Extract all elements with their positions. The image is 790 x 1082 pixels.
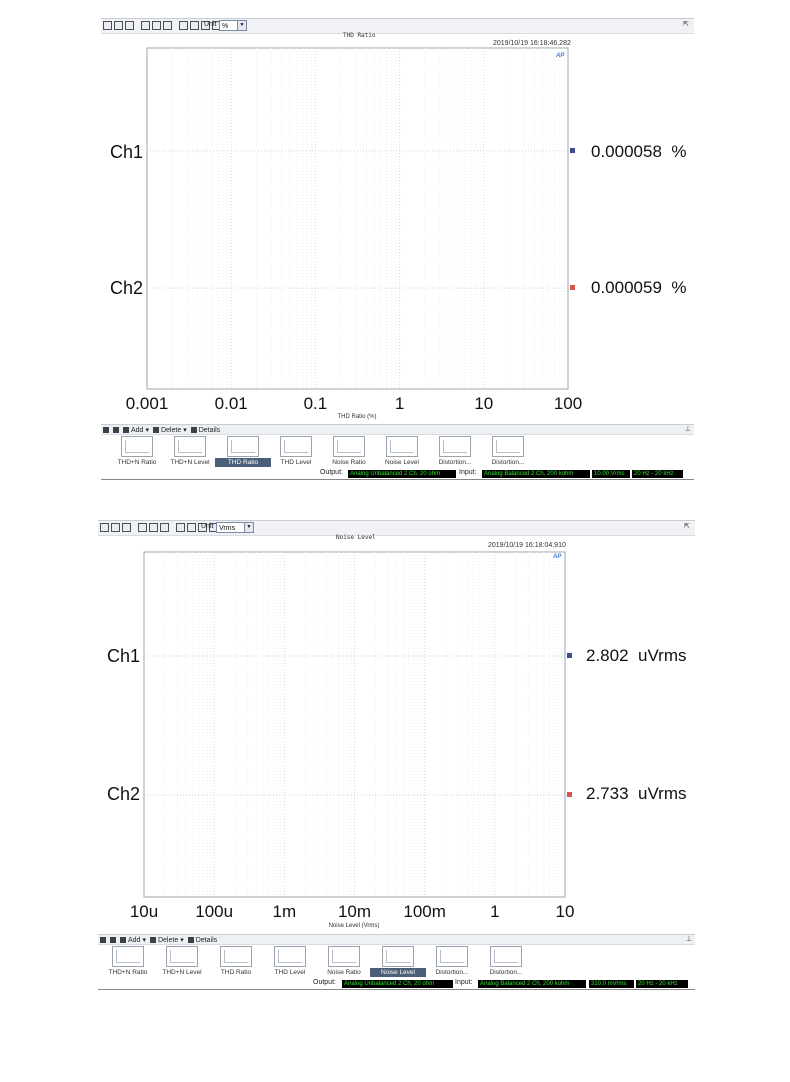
thumbnail-preview	[280, 436, 312, 457]
monitor-bar	[101, 424, 694, 435]
nav-next-icon[interactable]	[110, 937, 116, 943]
thumbnail-label: Distortion...	[435, 969, 469, 976]
thumbnail-label: THD Ratio	[215, 458, 271, 467]
chevron-down-icon[interactable]: ▼	[237, 21, 246, 30]
thumbnail-preview	[274, 946, 306, 967]
readout-ch2-unit: uVrms	[638, 784, 687, 803]
meter-bar-plot	[98, 520, 695, 991]
x-tick-label: 100u	[195, 902, 234, 921]
x-tick-label: 1	[490, 902, 500, 921]
x-axis-title: Noise Level (Vrms)	[328, 923, 380, 929]
delete-label: Delete	[160, 426, 182, 434]
x-tick-label: 10m	[337, 902, 372, 921]
nav-prev-icon[interactable]	[100, 937, 106, 943]
readout-ch1-value: 2.802	[586, 646, 629, 665]
thumbnail-label: Noise Ratio	[332, 459, 366, 466]
result-thumbnail[interactable]	[484, 436, 532, 470]
pin-icon[interactable]: ⊥	[685, 936, 692, 943]
readout-ch1	[591, 142, 686, 162]
graph-title: THD Ratio	[343, 32, 376, 39]
noise-level-meter-panel	[98, 520, 695, 991]
result-thumbnail[interactable]	[113, 436, 161, 470]
thumbnail-preview	[436, 946, 468, 967]
readout-ch1	[586, 646, 687, 666]
channel-label-ch2: Ch2	[110, 278, 144, 298]
thumbnail-preview	[166, 946, 198, 967]
thumbnail-label: THD Level	[280, 459, 312, 466]
result-thumbnail[interactable]	[272, 436, 320, 470]
x-tick-label: 0.01	[214, 394, 248, 413]
thd-ratio-meter-panel	[101, 18, 694, 481]
details-button[interactable]	[188, 937, 217, 944]
readout-ch2	[586, 784, 687, 804]
expand-icon[interactable]: ⇱	[683, 21, 689, 28]
x-tick-label: 10u	[129, 902, 159, 921]
input-label: Input:	[455, 979, 473, 986]
x-tick-label: 100	[553, 394, 583, 413]
x-tick-label: 0.001	[125, 394, 169, 413]
x-tick-label: 1m	[272, 902, 297, 921]
thumbnail-preview	[174, 436, 206, 457]
unit-label: Unit	[204, 21, 217, 28]
thumbnail-label: Distortion...	[489, 969, 523, 976]
thumbnail-label: Noise Level	[370, 968, 426, 977]
readout-ch2-value: 0.000059	[591, 278, 662, 297]
x-tick-label: 1	[394, 394, 405, 413]
x-tick-label: 10	[555, 902, 575, 921]
delete-label: Delete	[157, 936, 179, 944]
input-label: Input:	[459, 469, 477, 476]
result-thumbnail[interactable]	[482, 946, 530, 980]
bandwidth[interactable]: 20 Hz - 20 kHz	[632, 470, 683, 478]
thumbnail-preview	[382, 946, 414, 967]
output-label: Output:	[313, 979, 336, 986]
details-label: Details	[198, 426, 221, 434]
generator-level[interactable]: 10.00 Vrms	[592, 470, 630, 478]
output-config[interactable]: Analog Unbalanced 2 Ch, 20 ohm	[342, 980, 453, 988]
thumbnail-label: Noise Level	[385, 459, 419, 466]
add-button[interactable]: Add ▾	[123, 426, 149, 434]
monitor-bar	[98, 934, 695, 945]
thumbnail-label: THD+N Ratio	[108, 969, 148, 976]
delete-button[interactable]: Delete ▾	[150, 936, 184, 944]
details-icon	[191, 427, 197, 433]
thumbnail-preview	[386, 436, 418, 457]
channel-label-ch1: Ch1	[110, 142, 144, 162]
result-thumbnail[interactable]	[320, 946, 368, 980]
nav-next-icon[interactable]	[113, 427, 119, 433]
result-thumbnail[interactable]	[219, 436, 267, 470]
channel-label-ch1: Ch1	[107, 646, 141, 666]
status-bar	[98, 979, 695, 990]
thumbnail-label: Distortion...	[438, 459, 472, 466]
output-label: Output:	[320, 469, 343, 476]
x-axis-title: THD Ratio (%)	[337, 414, 377, 420]
thumbnail-preview	[227, 436, 259, 457]
timestamp: 2019/10/19 16:18:46.282	[493, 40, 571, 47]
plot-frame	[147, 48, 568, 389]
ap-logo: AP	[556, 53, 565, 59]
unit-select-value: %	[222, 23, 229, 30]
chevron-down-icon[interactable]: ▼	[244, 523, 253, 532]
graph-title: Noise Level	[336, 534, 376, 541]
thumbnail-preview	[328, 946, 360, 967]
thumbnail-label: THD+N Level	[162, 969, 202, 976]
result-thumbnail[interactable]	[266, 946, 314, 980]
result-thumbnail[interactable]	[104, 946, 152, 980]
result-thumbnail[interactable]	[325, 436, 373, 470]
thumbnail-preview	[439, 436, 471, 457]
readout-ch1-unit: uVrms	[638, 646, 687, 665]
bandwidth[interactable]: 20 Hz - 20 kHz	[636, 980, 688, 988]
timestamp: 2019/10/19 16:18:04.910	[488, 542, 566, 549]
details-icon	[188, 937, 194, 943]
x-tick-label: 0.1	[303, 394, 328, 413]
unit-label: Unit	[201, 523, 214, 530]
plus-icon	[120, 937, 126, 943]
output-config[interactable]: Analog Unbalanced 2 Ch, 20 ohm	[348, 470, 456, 478]
nav-prev-icon[interactable]	[103, 427, 109, 433]
result-thumbnail[interactable]	[428, 946, 476, 980]
thumbnail-label: THD+N Level	[170, 459, 210, 466]
result-thumbnail[interactable]	[166, 436, 214, 470]
readout-ch1-value: 0.000058	[591, 142, 662, 161]
channel-marker-ch2	[570, 285, 575, 290]
x-tick-label: 10	[474, 394, 494, 413]
plus-icon	[123, 427, 129, 433]
thumbnail-label: THD Level	[274, 969, 306, 976]
add-button[interactable]: Add ▾	[120, 936, 146, 944]
add-label: Add	[131, 426, 144, 434]
delete-icon	[153, 427, 159, 433]
details-label: Details	[195, 936, 218, 944]
status-bar	[101, 469, 694, 480]
thumbnail-label: Noise Ratio	[327, 969, 361, 976]
x-tick-label: 100m	[403, 902, 446, 921]
channel-label-ch2: Ch2	[107, 784, 141, 804]
monitor-actions	[100, 936, 217, 944]
thumbnail-preview	[490, 946, 522, 967]
thumbnail-preview	[112, 946, 144, 967]
result-thumbnail[interactable]	[431, 436, 479, 470]
delete-icon	[150, 937, 156, 943]
thumbnail-preview	[121, 436, 153, 457]
generator-level[interactable]: 310.0 mVrms	[589, 980, 634, 988]
readout-ch2-value: 2.733	[586, 784, 629, 803]
thumbnail-preview	[333, 436, 365, 457]
add-label: Add	[128, 936, 141, 944]
result-thumbnail[interactable]	[378, 436, 426, 470]
pin-icon[interactable]: ⊥	[684, 426, 691, 433]
thumbnail-preview	[492, 436, 524, 457]
expand-icon[interactable]: ⇱	[684, 523, 690, 530]
result-thumbnail[interactable]	[374, 946, 422, 980]
monitor-actions	[103, 426, 220, 434]
readout-ch1-unit: %	[671, 142, 687, 161]
thumbnail-label: THD Ratio	[220, 969, 252, 976]
ap-logo: AP	[553, 554, 562, 560]
readout-ch2	[591, 278, 686, 298]
thumbnail-preview	[220, 946, 252, 967]
readout-ch2-unit: %	[671, 278, 687, 297]
result-thumbnail[interactable]	[212, 946, 260, 980]
input-config[interactable]: Analog Balanced 2 Ch, 200 kohm	[478, 980, 586, 988]
thumbnail-label: Distortion...	[491, 459, 525, 466]
channel-marker-ch1	[570, 148, 575, 153]
channel-marker-ch1	[567, 653, 572, 658]
thumbnail-label: THD+N Ratio	[117, 459, 157, 466]
unit-select-value: Vrms	[219, 525, 236, 532]
result-thumbnail[interactable]	[158, 946, 206, 980]
channel-marker-ch2	[567, 792, 572, 797]
details-button[interactable]	[191, 427, 220, 434]
input-config[interactable]: Analog Balanced 2 Ch, 200 kohm	[482, 470, 590, 478]
delete-button[interactable]: Delete ▾	[153, 426, 187, 434]
